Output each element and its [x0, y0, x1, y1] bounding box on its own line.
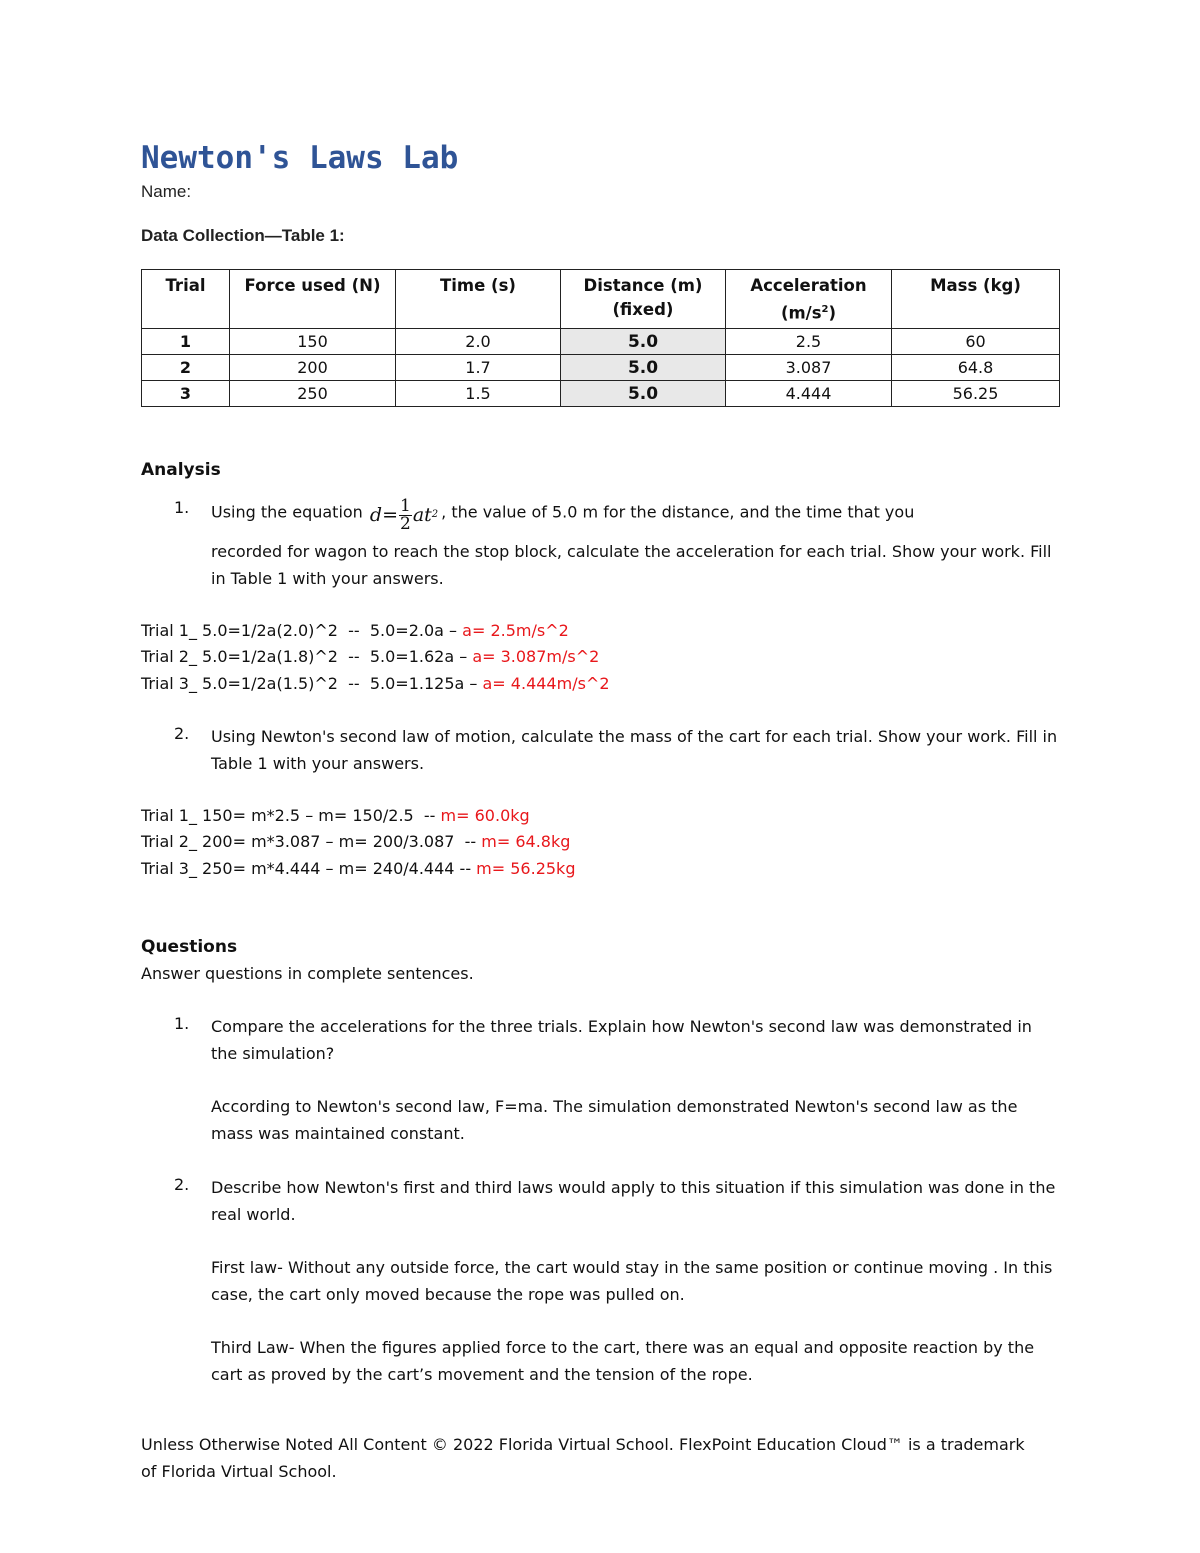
header-time: Time (s): [396, 270, 561, 329]
question-text: Describe how Newton's first and third laws would apply to this situation if this simulation was done in the real world.: [211, 1178, 1056, 1224]
work-prefix: Trial 2_ 5.0=1/2a(1.8)^2 -- 5.0=1.62a –: [141, 647, 473, 666]
question-text: Using Newton's second law of motion, calculate the mass of the cart for each trial. Show your work. Fill in Table 1 with your answers.: [211, 727, 1058, 773]
question-text-line2: recorded for wagon to reach the stop block, calculate the acceleration for each trial. Show your work. Fill in Table 1 with your answers.: [211, 542, 1052, 588]
cell-trial: 2: [142, 355, 230, 381]
list-number: 1.: [174, 498, 190, 517]
cell-acceleration: 4.444: [726, 381, 892, 407]
header-unit-base: (m/s: [780, 303, 822, 323]
cell-time: 1.5: [396, 381, 561, 407]
questions-instruction: Answer questions in complete sentences.: [141, 964, 474, 983]
cell-distance: 5.0: [561, 381, 726, 407]
eq-fraction: [399, 498, 412, 533]
eq-exponent: 2: [431, 509, 439, 521]
header-acceleration-line2: [726, 298, 891, 326]
cell-distance: 5.0: [561, 355, 726, 381]
work-line: [141, 856, 575, 883]
work-line: [141, 618, 569, 645]
work-line: [141, 803, 530, 830]
cell-force: 250: [230, 381, 396, 407]
work-prefix: Trial 3_ 250= m*4.444 – m= 240/4.444 --: [141, 859, 477, 878]
eq-numerator: 1: [400, 496, 411, 516]
work-answer: a= 2.5m/s^2: [462, 621, 569, 640]
header-distance: [561, 270, 726, 329]
answer-first-law: First law- Without any outside force, the cart would stay in the same position or continue moving . In this case, the cart only moved because the rope was pulled on.: [211, 1258, 1053, 1304]
table-header-row: [142, 270, 1060, 329]
cell-time: 2.0: [396, 329, 561, 355]
work-answer: m= 60.0kg: [440, 806, 530, 825]
work-prefix: Trial 2_ 200= m*3.087 – m= 200/3.087 --: [141, 832, 482, 851]
header-unit-exp: 2: [821, 304, 829, 315]
cell-mass: 56.25: [892, 381, 1060, 407]
work-answer: a= 3.087m/s^2: [472, 647, 600, 666]
header-unit-close: ): [828, 303, 837, 323]
eq-d: d: [369, 504, 383, 527]
questions-heading: Questions: [141, 937, 238, 957]
footer-copyright: Unless Otherwise Noted All Content © 2022 Florida Virtual School. FlexPoint Education Cloud™ is a trademark of Florida Virtual School.: [141, 1435, 1025, 1481]
work-prefix: Trial 1_ 5.0=1/2a(2.0)^2 -- 5.0=2.0a –: [141, 621, 463, 640]
question-text-after: , the value of 5.0 m for the distance, and the time that you: [441, 502, 915, 522]
header-mass: Mass (kg): [892, 270, 1060, 329]
question-text-before: Using the equation: [211, 502, 363, 522]
header-acceleration: [726, 270, 892, 329]
header-distance-line2: (fixed): [612, 300, 674, 319]
name-label: Name:: [141, 182, 192, 201]
data-table: [141, 269, 1060, 407]
cell-trial: 1: [142, 329, 230, 355]
eq-at: at: [412, 504, 432, 527]
work-line: [141, 671, 610, 698]
equation: [370, 498, 438, 533]
page-title: Newton's Laws Lab: [141, 140, 459, 176]
list-number: 1.: [174, 1014, 190, 1033]
analysis-heading: Analysis: [141, 460, 221, 480]
answer-third-law: Third Law- When the figures applied force to the cart, there was an equal and opposite reaction by the cart as proved by the cart’s movement and the tension of the rope.: [211, 1338, 1035, 1384]
table-row: [142, 381, 1060, 407]
header-distance-line1: Distance (m): [583, 276, 703, 295]
cell-acceleration: 2.5: [726, 329, 892, 355]
work-prefix: Trial 1_ 150= m*2.5 – m= 150/2.5 --: [141, 806, 441, 825]
cell-force: 200: [230, 355, 396, 381]
cell-time: 1.7: [396, 355, 561, 381]
work-line: [141, 829, 570, 856]
work-answer: m= 64.8kg: [481, 832, 571, 851]
cell-mass: 60: [892, 329, 1060, 355]
answer-text: According to Newton's second law, F=ma. The simulation demonstrated Newton's second law as the mass was maintained constant.: [211, 1097, 1018, 1143]
work-answer: m= 56.25kg: [476, 859, 576, 878]
cell-distance: 5.0: [561, 329, 726, 355]
table-row: [142, 355, 1060, 381]
table-heading: Data Collection—Table 1:: [141, 226, 345, 245]
header-trial: Trial: [142, 270, 230, 329]
cell-mass: 64.8: [892, 355, 1060, 381]
list-number: 2.: [174, 724, 190, 743]
list-number: 2.: [174, 1175, 190, 1194]
work-prefix: Trial 3_ 5.0=1/2a(1.5)^2 -- 5.0=1.125a –: [141, 674, 483, 693]
table-row: [142, 329, 1060, 355]
question-text: Compare the accelerations for the three trials. Explain how Newton's second law was demonstrated in the simulation?: [211, 1017, 1032, 1063]
eq-denominator: 2: [400, 514, 411, 534]
eq-equals: =: [382, 504, 398, 527]
cell-trial: 3: [142, 381, 230, 407]
work-answer: a= 4.444m/s^2: [482, 674, 610, 693]
work-line: [141, 644, 599, 671]
header-acceleration-line1: Acceleration: [750, 276, 867, 295]
cell-acceleration: 3.087: [726, 355, 892, 381]
question-text-line1: [211, 498, 1061, 533]
cell-force: 150: [230, 329, 396, 355]
header-force: Force used (N): [230, 270, 396, 329]
